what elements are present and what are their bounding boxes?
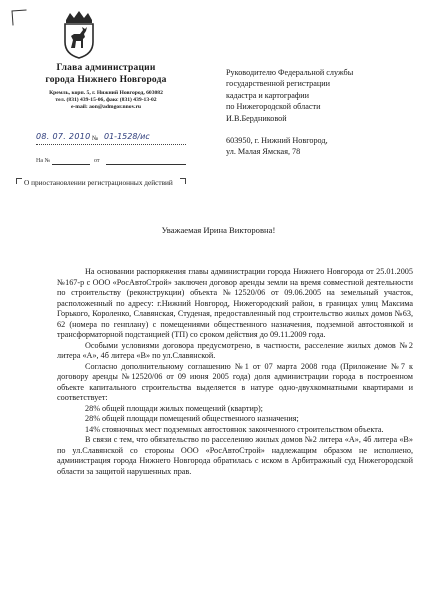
body-paragraph: В связи с тем, что обязательство по расселению жилых домов №2 литера «А», 4б литера «В» по ул.Славянской со стороны ООО «РосАвтоСтрой» надлежащим образом не исполнено, администрация города Нижнего Новгорода обратилась с иском в Арбитражный суд Нижегородской области за защитой нарушенных прав. xyxy=(57,435,413,476)
sender-address-line: Кремль, корп. 5, г. Нижний Новгород, 603082 xyxy=(49,90,163,96)
registration-no-label: № xyxy=(92,135,99,142)
corner-mark xyxy=(11,9,27,25)
recipient-address xyxy=(226,135,426,158)
sender-title-line2: города Нижнего Новгорода xyxy=(45,75,167,85)
recipient-line: И.В.Бердниковой xyxy=(226,113,287,123)
recipient-line: кадастра и картографии xyxy=(226,90,309,100)
body-paragraph: Особыми условиями договора предусмотрено, в частности, расселение жилых домов №2 литера «А», 4б литера «В» по ул.Славянской. xyxy=(57,340,413,360)
recipient-block xyxy=(226,67,426,158)
letter-body xyxy=(57,267,413,477)
registration-line xyxy=(36,132,186,147)
sender-address-line: тел. (831) 439-15-06, факс (831) 439-13-02 xyxy=(55,97,157,104)
registration-underline xyxy=(36,144,186,145)
body-paragraph: 28% общей площади жилых помещений (квартир); xyxy=(85,403,263,413)
reference-na-label: На № xyxy=(36,158,51,164)
registration-number: 01-1528/ис xyxy=(104,132,150,141)
recipient-address-line: 603950, г. Нижний Новгород, xyxy=(226,136,328,146)
greeting: Уважаемая Ирина Викторовна! xyxy=(161,225,276,235)
subject-block xyxy=(16,178,192,188)
reference-number-blank xyxy=(52,164,90,165)
subject-bracket-right xyxy=(180,178,186,184)
registration-date: 08. 07. 2010 xyxy=(36,132,91,141)
recipient-line: по Нижегородской области xyxy=(226,102,321,112)
recipient-line: государственной регистрации xyxy=(226,79,331,89)
sender-title-line1: Глава администрации xyxy=(56,63,156,73)
recipient-line: Руководителю Федеральной службы xyxy=(226,68,354,77)
reference-ot-label: от xyxy=(94,158,100,164)
subject-bracket-left xyxy=(16,178,22,184)
sender-address-line: e-mail: aon@admgor.nnov.ru xyxy=(70,104,142,111)
subject-text: О приостановлении регистрационных действий xyxy=(24,178,173,187)
reference-date-blank xyxy=(106,164,186,165)
city-coat-of-arms-icon xyxy=(58,10,100,60)
sender-block xyxy=(18,62,194,112)
body-paragraph: 28% общей площади помещений общественного назначения; xyxy=(85,414,299,423)
body-paragraph: 14% стояночных мест подземных автостоянок законченного строительством объекта. xyxy=(85,424,384,434)
body-paragraph: Согласно дополнительному соглашению №1 от 07 марта 2008 года (Приложение №7 к договору аренды №12520/06 от 09 июня 2005 года) доля администрации города в построенном объекте капитального строительства выделяется в натуре одно-двухкомнатными квартирами и соответствует: xyxy=(57,361,413,402)
sender-address xyxy=(18,90,194,112)
recipient-address-line: ул. Малая Ямская, 78 xyxy=(226,147,301,157)
body-paragraph: На основании распоряжения главы администрации города Нижнего Новгорода от 25.01.2005 №167-р с ООО «РосАвтоСтрой» заключен договор аренды земли на время совместной деятельности по строительству (реконструкции) объекта №12520/06 от 09.06.2005 на земельный участок, расположенный по адресу: г.Нижний Новгород, Нижегородский район, в границах улиц Максима Горького, Короленко, Славянская, Студеная, предоставленный под строительство жилых домов №63, 62 (номера по генплану) с помещениями общественного назначения, подземной автостоянкой и трансформаторной подстанцией (ТП) со сроком действия до 09.11.2009 года. xyxy=(57,267,413,339)
